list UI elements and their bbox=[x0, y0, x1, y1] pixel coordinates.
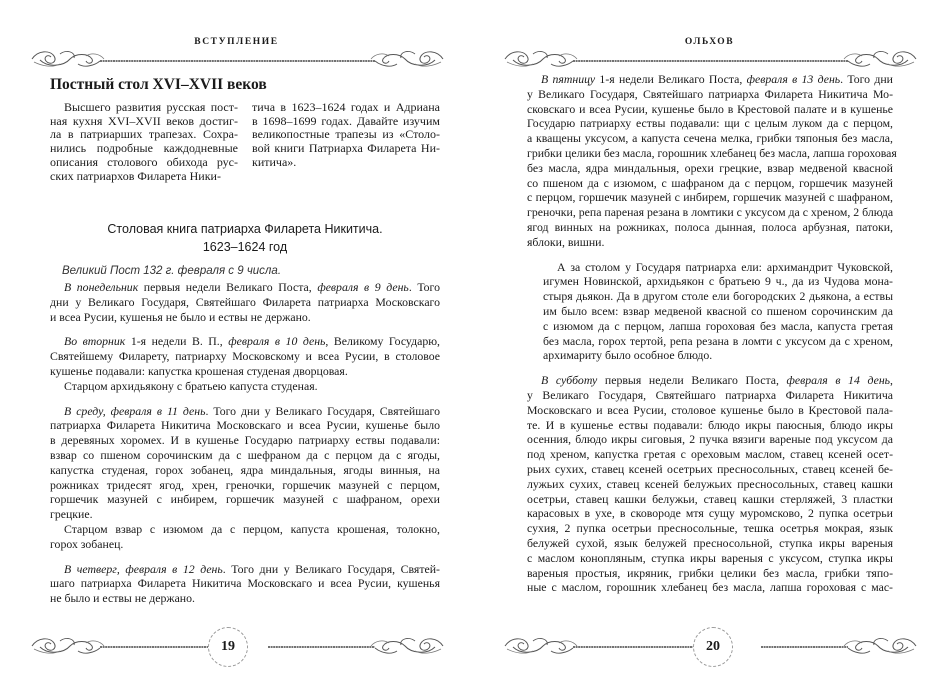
italic-date-phrase: В четверг, февраля в 12 день bbox=[64, 561, 223, 576]
text-line: в 1698–1699 годах. Давайте изучим bbox=[252, 113, 440, 128]
text-line bbox=[50, 295, 440, 310]
text-line bbox=[527, 190, 893, 205]
italic-date-phrase: В понедельник bbox=[64, 280, 139, 294]
paragraph bbox=[527, 373, 893, 595]
text-segment: . Того bbox=[408, 280, 441, 294]
header-ornament bbox=[30, 50, 445, 70]
text-segment: у Великаго Государя, Святейшаго патриарха Филарета Никитича bbox=[527, 387, 893, 402]
text-segment: шаго патриарха Филарета Никитича Московскаго и всеа Русии, кушенья bbox=[50, 576, 440, 591]
section-title: Постный стол XVI–XVII веков bbox=[50, 76, 267, 93]
text-segment: им было всем: взвар медвеной квасной со пшеном сорочинским да bbox=[543, 303, 893, 318]
book-subtitle bbox=[50, 220, 440, 256]
text-line bbox=[50, 418, 440, 433]
text-line bbox=[50, 537, 440, 552]
text-segment: Московскаго и всеа Русии, столовое кушенье было в Крестовой пала- bbox=[527, 402, 893, 417]
text-segment: Святейшему Филарету, патриарху Московскому и всеа Русии, в столовое bbox=[50, 349, 440, 364]
text-line bbox=[527, 102, 893, 117]
text-line bbox=[543, 260, 893, 275]
text-line bbox=[527, 72, 893, 87]
text-line bbox=[50, 310, 440, 325]
text-line: Высшего развития русская пост- bbox=[64, 100, 238, 114]
text-segment: с изюмом да с перцом, лапша гороховая без масла, капуста гретая bbox=[543, 318, 893, 333]
text-segment: . Того дни bbox=[840, 72, 893, 86]
text-line bbox=[50, 334, 440, 349]
text-line bbox=[543, 334, 893, 349]
text-segment: осетрьи, ставец кашки белужьи, ставец кашки стерляжей, 3 пластки bbox=[527, 491, 893, 506]
text-segment: горох зобанец. bbox=[50, 536, 124, 551]
text-segment: стыря дьякон. Да в другом столе ели богородских 2 дьякона, а ествы bbox=[543, 289, 893, 304]
text-segment: лужьих сухих, ставец ксеней белужьих пресносольных, ставец кашки bbox=[527, 476, 893, 491]
paragraph bbox=[50, 280, 440, 324]
paragraph bbox=[527, 260, 893, 364]
date-line: Великий Пост 132 г. февраля с 9 числа. bbox=[62, 265, 282, 277]
text-line: тича в 1623–1624 годах и Адриана bbox=[252, 100, 440, 114]
text-line: ная кухня XVI–XVII веков достиг- bbox=[50, 113, 238, 128]
text-line bbox=[50, 492, 440, 507]
text-segment: яблоки, вишни. bbox=[527, 234, 605, 249]
text-line bbox=[527, 566, 893, 581]
text-segment: капустка студеная, горох зобанец, ядра миндальныя, ягоды винныя, на bbox=[50, 462, 440, 477]
text-segment: те. И в кушенье ествы подавали: блюдо икры паюсныя, блюдо икры bbox=[527, 417, 893, 432]
text-segment: под хреном, капустка гретая с ореховым маслом, ставец ксеней осет- bbox=[527, 447, 893, 462]
text-segment: а кващены уксусом, а капуста сечена мелка, грибки тяпоныя без масла, bbox=[527, 131, 893, 146]
text-line bbox=[50, 404, 440, 419]
text-line bbox=[50, 463, 440, 478]
text-line bbox=[527, 403, 893, 418]
text-line bbox=[50, 522, 440, 537]
text-line bbox=[50, 433, 440, 448]
text-line bbox=[527, 506, 893, 521]
text-segment: первыя недели Великаго Поста, bbox=[138, 280, 318, 294]
text-segment: без масла, ядра миндальныя, орехи грецкие, взвар медвеной квасной bbox=[527, 160, 893, 175]
text-line bbox=[543, 319, 893, 334]
text-line bbox=[50, 448, 440, 463]
text-segment: Старцом взвар с изюмом да с перцом, капуста крошеная, толокно, bbox=[64, 521, 440, 536]
text-line bbox=[50, 478, 440, 493]
text-segment: и всеа Русии, кушенья не было и ествы не держано. bbox=[50, 309, 311, 324]
text-segment: дни у Великаго Государя, Святейшаго Филарета патриарха Московскаго bbox=[50, 294, 440, 309]
text-line: вой книги Патриарха Филарета Ни- bbox=[252, 141, 440, 156]
italic-date-phrase: февраля в 14 день bbox=[786, 373, 891, 388]
text-line: китича». bbox=[252, 154, 297, 169]
text-segment: патриарха Филарета Никитича Московскаго и всеа Русии, кушенье было bbox=[50, 418, 440, 433]
text-line bbox=[527, 536, 893, 551]
subtitle-line: Столовая книга патриарха Филарета Никитича. bbox=[107, 222, 383, 236]
text-line bbox=[527, 447, 893, 462]
text-line bbox=[527, 551, 893, 566]
text-line bbox=[527, 388, 893, 403]
text-line bbox=[50, 576, 440, 591]
italic-date-phrase: В среду, февраля в 11 день bbox=[64, 403, 206, 418]
header-ornament bbox=[503, 50, 918, 70]
running-head: ВСТУПЛЕНИЕ bbox=[194, 37, 279, 47]
text-segment: Государю патриарху ествы подавали: щи с целым луком да с перцом, bbox=[527, 116, 893, 131]
page-number: 20 bbox=[693, 627, 733, 667]
text-segment: , Великому Государю, bbox=[325, 334, 440, 349]
text-line bbox=[527, 432, 893, 447]
text-segment: Старцом архидьякону с братьею капуста студеная. bbox=[64, 378, 318, 393]
text-segment: белужей сухой, язык белужей пресносольной, ступка икры вареныя bbox=[527, 535, 893, 550]
intro-column-2 bbox=[252, 101, 440, 170]
text-segment: не было и ествы не держано. bbox=[50, 591, 195, 606]
page-number: 19 bbox=[208, 627, 248, 667]
text-line bbox=[50, 591, 440, 606]
text-segment: со пшеном да с изюмом, с шафраном да с перцом, горшечик мазуней bbox=[527, 175, 893, 190]
text-segment: 1-я недели В. П., bbox=[125, 334, 229, 349]
text-line bbox=[527, 373, 893, 388]
paragraph bbox=[527, 72, 897, 250]
text-segment: ные с маслом, горошник хлебанец без масла, лапша гороховая с мас- bbox=[527, 580, 893, 595]
text-line: описания столового обихода рус- bbox=[50, 154, 238, 169]
text-segment: игумен Новинской, архидьякон с братьею 9 ч., да из Чудова мона- bbox=[543, 274, 893, 289]
text-line bbox=[527, 580, 893, 595]
text-segment: с маслом конопляным, ступка икры вареныя с уксусом, ступка икры bbox=[527, 550, 893, 565]
italic-date-phrase: февраля в 13 день bbox=[746, 72, 841, 86]
text-segment: вареныя простыя, икряник, грибки целики без масла, грибки тяпо- bbox=[527, 565, 893, 580]
text-line bbox=[50, 507, 440, 522]
italic-date-phrase: февраля в 10 день bbox=[228, 334, 326, 349]
text-line: ла в патриарших трапезах. Сохра- bbox=[50, 127, 238, 142]
text-line bbox=[50, 364, 440, 379]
text-line: ских патриархов Филарета Ники- bbox=[50, 168, 221, 183]
text-segment: рьих сухих, ставец ксеней осетрьих пресносольных, ставец ксеней бе- bbox=[527, 461, 893, 476]
text-line bbox=[527, 205, 893, 220]
text-segment: у Великаго Государя, Святейшаго патриарха Филарета Никитича Мо- bbox=[527, 86, 893, 101]
text-line bbox=[527, 492, 893, 507]
text-line bbox=[543, 274, 893, 289]
text-segment: взвар со пшеном сорочинским да с шефраном да с перцом да с ягоды, bbox=[50, 447, 440, 462]
text-segment: ягод винных на рожниках, полоса дынная, полоса арбузная, патоки, bbox=[527, 219, 893, 234]
text-line bbox=[527, 418, 893, 433]
body-text bbox=[527, 72, 897, 605]
text-line bbox=[527, 235, 893, 250]
text-line bbox=[527, 116, 893, 131]
paragraph bbox=[50, 404, 440, 552]
italic-date-phrase: февраля в 9 день bbox=[317, 280, 409, 294]
text-line bbox=[543, 304, 893, 319]
text-segment: А за столом у Государя патриарха ели: архимандрит Чуковской, bbox=[557, 259, 893, 274]
text-segment: грецкие. bbox=[50, 507, 93, 522]
text-segment: , bbox=[890, 373, 893, 388]
text-segment: горшечик мазуней с инбирем, горшечик мазуней с шафраном, орехи bbox=[50, 492, 440, 507]
italic-date-phrase: В пятницу bbox=[541, 72, 596, 86]
text-segment: в деревяных хоромех. И в кушенье Государю патриарху ествы подавали: bbox=[50, 433, 440, 448]
text-line bbox=[527, 145, 897, 161]
text-line bbox=[50, 379, 440, 394]
text-segment: кушенье подавали: капустка крошеная студеная дворцовая. bbox=[50, 363, 348, 378]
text-line bbox=[543, 348, 893, 363]
text-segment: . Того дни у Великаго Государя, Святей- bbox=[222, 561, 440, 576]
text-line bbox=[527, 521, 893, 536]
text-segment: греночки, репа пареная резана в ломтики с уксусом да с хреном, 2 блюда bbox=[527, 205, 894, 220]
text-line bbox=[527, 161, 893, 176]
text-segment: с перцом, горшечик мазуней с инбирем, горшечик мазуней с шафраном, bbox=[527, 190, 893, 205]
text-segment: первыя недели Великаго Поста, bbox=[597, 373, 787, 388]
right-page bbox=[473, 0, 946, 697]
text-segment: сковскаго и всеа Русии, кушенье было в Крестовой палате и в кушенье bbox=[527, 101, 893, 116]
running-head: ОЛЬХОВ bbox=[684, 37, 735, 47]
text-segment: без масла, горох тертой, репа резана в ломти с уксусом да с хреном, bbox=[543, 333, 893, 348]
text-line bbox=[527, 220, 893, 235]
subtitle-line: 1623–1624 год bbox=[202, 240, 288, 254]
text-segment: сухия, 2 пупка осетрьи пресносольные, тешка осетрья мокрая, язык bbox=[527, 521, 893, 536]
text-line bbox=[543, 289, 893, 304]
text-line: нились подробные каждодневные bbox=[50, 141, 238, 156]
paragraph bbox=[50, 334, 440, 393]
text-segment: 1-я недели Великаго Поста, bbox=[595, 72, 747, 86]
text-segment: архимариту было особное блюдо. bbox=[543, 348, 713, 363]
text-line bbox=[527, 87, 893, 102]
intro-column-1 bbox=[50, 101, 238, 183]
text-segment: осенния, блюдо икры сиговыя, 2 пучка вязиги вареные под уксусом да bbox=[527, 432, 893, 447]
text-line bbox=[527, 131, 893, 146]
text-line: великопостные трапезы из «Столо- bbox=[252, 127, 440, 142]
text-line bbox=[527, 176, 893, 191]
paragraph bbox=[50, 562, 440, 606]
text-line bbox=[527, 462, 893, 477]
text-line bbox=[50, 349, 440, 364]
italic-date-phrase: Во вторник bbox=[64, 334, 126, 349]
text-line bbox=[527, 477, 893, 492]
text-line bbox=[50, 280, 440, 295]
text-line bbox=[50, 562, 440, 577]
italic-date-phrase: В субботу bbox=[541, 373, 598, 388]
text-segment: грибки целики без масла, горошник хлебанец без масла, лапша гороховая bbox=[527, 145, 897, 160]
body-text bbox=[50, 280, 440, 616]
text-segment: рожниках тридесят ягод, хрен, греночки, горшечик мазуней с перцом, bbox=[50, 477, 440, 492]
text-segment: . Того дни у Великаго Государя, Святейшаго bbox=[205, 403, 440, 418]
text-segment: карасовых в ухе, в сковороде мтя сущу муромсково, 2 пупка осетрьи bbox=[527, 506, 893, 521]
